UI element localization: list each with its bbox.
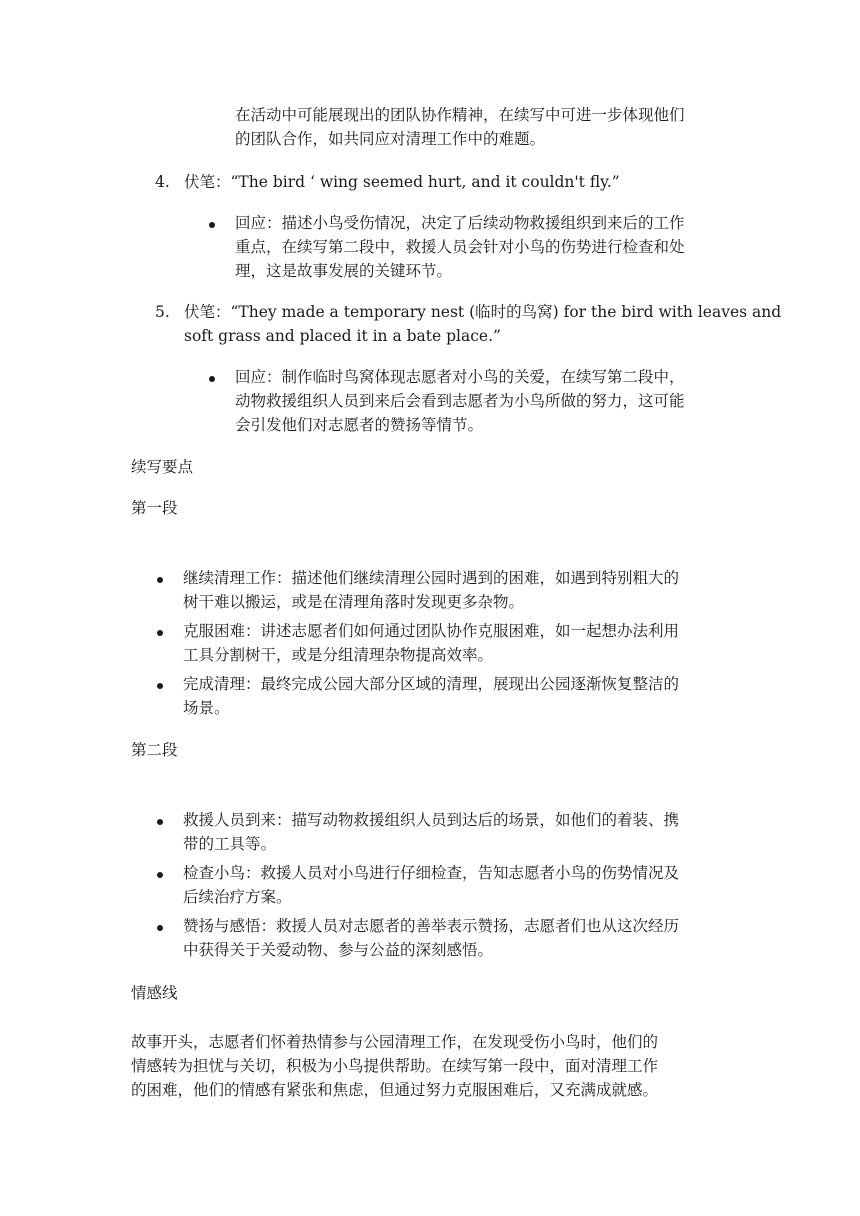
response-text-line: 回应：描述小鸟受伤情况，决定了后续动物救援组织到来后的工作 — [235, 214, 685, 232]
bullet-icon — [157, 683, 163, 689]
para2-bullet-line: 赞扬与感悟：救援人员对志愿者的善举表示赞扬，志愿者们也从这次经历 — [183, 917, 680, 935]
bullet-icon — [157, 630, 163, 636]
foreshadow-text: 伏笔：“The bird ‘ wing seemed hurt, and it couldn't fly.” — [184, 173, 620, 191]
para2-bullet-line: 检查小鸟：救援人员对小鸟进行仔细检查，告知志愿者小鸟的伤势情况及 — [183, 864, 680, 882]
para1-bullet-line: 继续清理工作：描述他们继续清理公园时遇到的困难，如遇到特别粗大的 — [183, 569, 680, 587]
response-text-line: 重点，在续写第二段中，救援人员会针对小鸟的伤势进行检查和处 — [235, 238, 685, 256]
emotion-title: 情感线 — [131, 984, 178, 1002]
bullet-icon — [209, 376, 215, 382]
bullet-icon — [209, 222, 215, 228]
response-text-line: 动物救援组织人员到来后会看到志愿者为小鸟所做的努力，这可能 — [235, 392, 685, 410]
para1-bullet-line: 完成清理：最终完成公园大部分区域的清理，展现出公园逐渐恢复整洁的 — [183, 675, 680, 693]
bullet-icon — [157, 577, 163, 583]
emotion-text-line: 的困难，他们的情感有紧张和焦虑，但通过努力克服困难后，又充满成就感。 — [131, 1081, 659, 1099]
foreshadow-text: soft grass and placed it in a bate place.” — [184, 327, 501, 345]
response-text-line: 会引发他们对志愿者的赞扬等情节。 — [235, 416, 484, 434]
para2-bullet-line: 救援人员到来：描写动物救援组织人员到达后的场景，如他们的着装、携 — [183, 811, 680, 829]
bullet-text-line: 的团队合作，如共同应对清理工作中的难题。 — [235, 130, 546, 148]
para2-title: 第二段 — [131, 741, 178, 759]
para1-title: 第一段 — [131, 499, 178, 517]
bullet-icon — [157, 872, 163, 878]
bullet-text-line: 在活动中可能展现出的团队协作精神，在续写中可进一步体现他们 — [235, 106, 685, 124]
para2-bullet-line: 中获得关于关爱动物、参与公益的深刻感悟。 — [183, 941, 494, 959]
bullet-icon — [157, 819, 163, 825]
response-text-line: 理，这是故事发展的关键环节。 — [235, 262, 453, 280]
emotion-text-line: 情感转为担忧与关切，积极为小鸟提供帮助。在续写第一段中，面对清理工作 — [131, 1057, 659, 1075]
list-number: 5. — [155, 303, 170, 321]
para2-bullet-line: 带的工具等。 — [183, 835, 277, 853]
para1-bullet-line: 克服困难：讲述志愿者们如何通过团队协作克服困难，如一起想办法利用 — [183, 622, 680, 640]
foreshadow-text: 伏笔：“They made a temporary nest (临时的鸟窝) for the bird with leaves and — [184, 303, 782, 321]
response-text-line: 回应：制作临时鸟窝体现志愿者对小鸟的关爱，在续写第二段中， — [235, 368, 685, 386]
para1-bullet-line: 工具分割树干，或是分组清理杂物提高效率。 — [183, 646, 494, 664]
para2-bullet-line: 后续治疗方案。 — [183, 888, 292, 906]
section-title: 续写要点 — [131, 458, 194, 476]
bullet-icon — [157, 925, 163, 931]
para1-bullet-line: 树干难以搬运，或是在清理角落时发现更多杂物。 — [183, 593, 525, 611]
emotion-text-line: 故事开头，志愿者们怀着热情参与公园清理工作，在发现受伤小鸟时，他们的 — [131, 1033, 659, 1051]
list-number: 4. — [155, 173, 170, 191]
para1-bullet-line: 场景。 — [183, 699, 230, 717]
